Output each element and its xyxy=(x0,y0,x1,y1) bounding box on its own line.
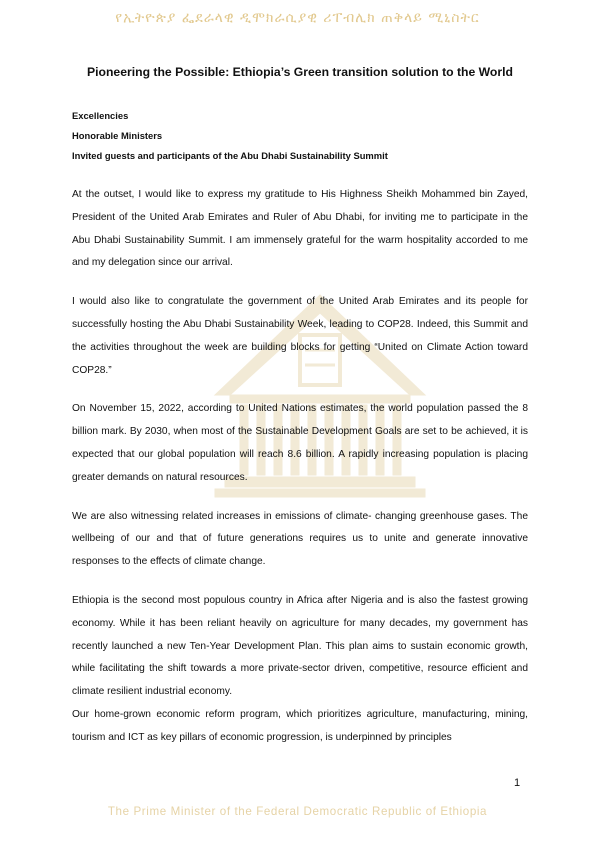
body-paragraph: At the outset, I would like to express my gratitude to His Highness Sheikh Mohammed bin Zayed, President of the United Arab Emirates and Ruler of Abu Dhabi, for inviting me to participate in the Abu Dhabi Sustainability Summit. I am immensely grateful for the warm hospitality accorded to me and my delegation since our arrival. xyxy=(72,189,528,269)
body-paragraph: On November 15, 2022, according to United Nations estimates, the world population passed the 8 billion mark. By 2030, when most of the Sustainable Development Goals are set to be achieved, it is expected that our global population will reach 8.6 billion. A rapidly increasing population is placing greater demands on natural resources. xyxy=(72,403,528,483)
page-number: 1 xyxy=(514,777,521,789)
salutation-line: Honorable Ministers xyxy=(72,130,163,141)
salutation-line: Excellencies xyxy=(72,110,129,121)
document-title: Pioneering the Possible: Ethiopia’s Green transition solution to the World xyxy=(87,65,513,79)
document-body xyxy=(72,64,528,750)
body-paragraph: I would also like to congratulate the government of the United Arab Emirates and its people for successfully hosting the Abu Dhabi Sustainability Week, leading to COP28. Indeed, this Summit and the activities throughout the week are building blocks for getting “United on Climate Action toward COP28.” xyxy=(72,296,528,376)
body-paragraph: We are also witnessing related increases in emissions of climate- changing greenhouse gases. The wellbeing of our and that of future generations requires us to unite and generate innovative responses to the effects of climate change. xyxy=(72,510,528,568)
body-paragraph: Ethiopia is the second most populous country in Africa after Nigeria and is also the fastest growing economy. While it has been reliant heavily on agriculture for many decades, my government has recently launched a new Ten-Year Development Plan. This plan aims to sustain economic growth, while facilitating the shift towards a more private-sector driven, competitive, resource efficient and climate resilient industrial economy. xyxy=(72,594,528,698)
letterhead-english: The Prime Minister of the Federal Democratic Republic of Ethiopia xyxy=(107,805,488,818)
letterhead-amharic: የኢትዮጵያ ፌደራላዊ ዲሞክራሲያዊ ሪፐብሊክ ጠቅላይ ሚኒስትር xyxy=(115,10,480,26)
salutation-line: Invited guests and participants of the Abu Dhabi Sustainability Summit xyxy=(72,150,388,161)
body-paragraph: Our home-grown economic reform program, which prioritizes agriculture, manufacturing, mining, tourism and ICT as key pillars of economic progression, is underpinned by principles xyxy=(72,708,528,743)
salutation-block xyxy=(72,106,528,166)
